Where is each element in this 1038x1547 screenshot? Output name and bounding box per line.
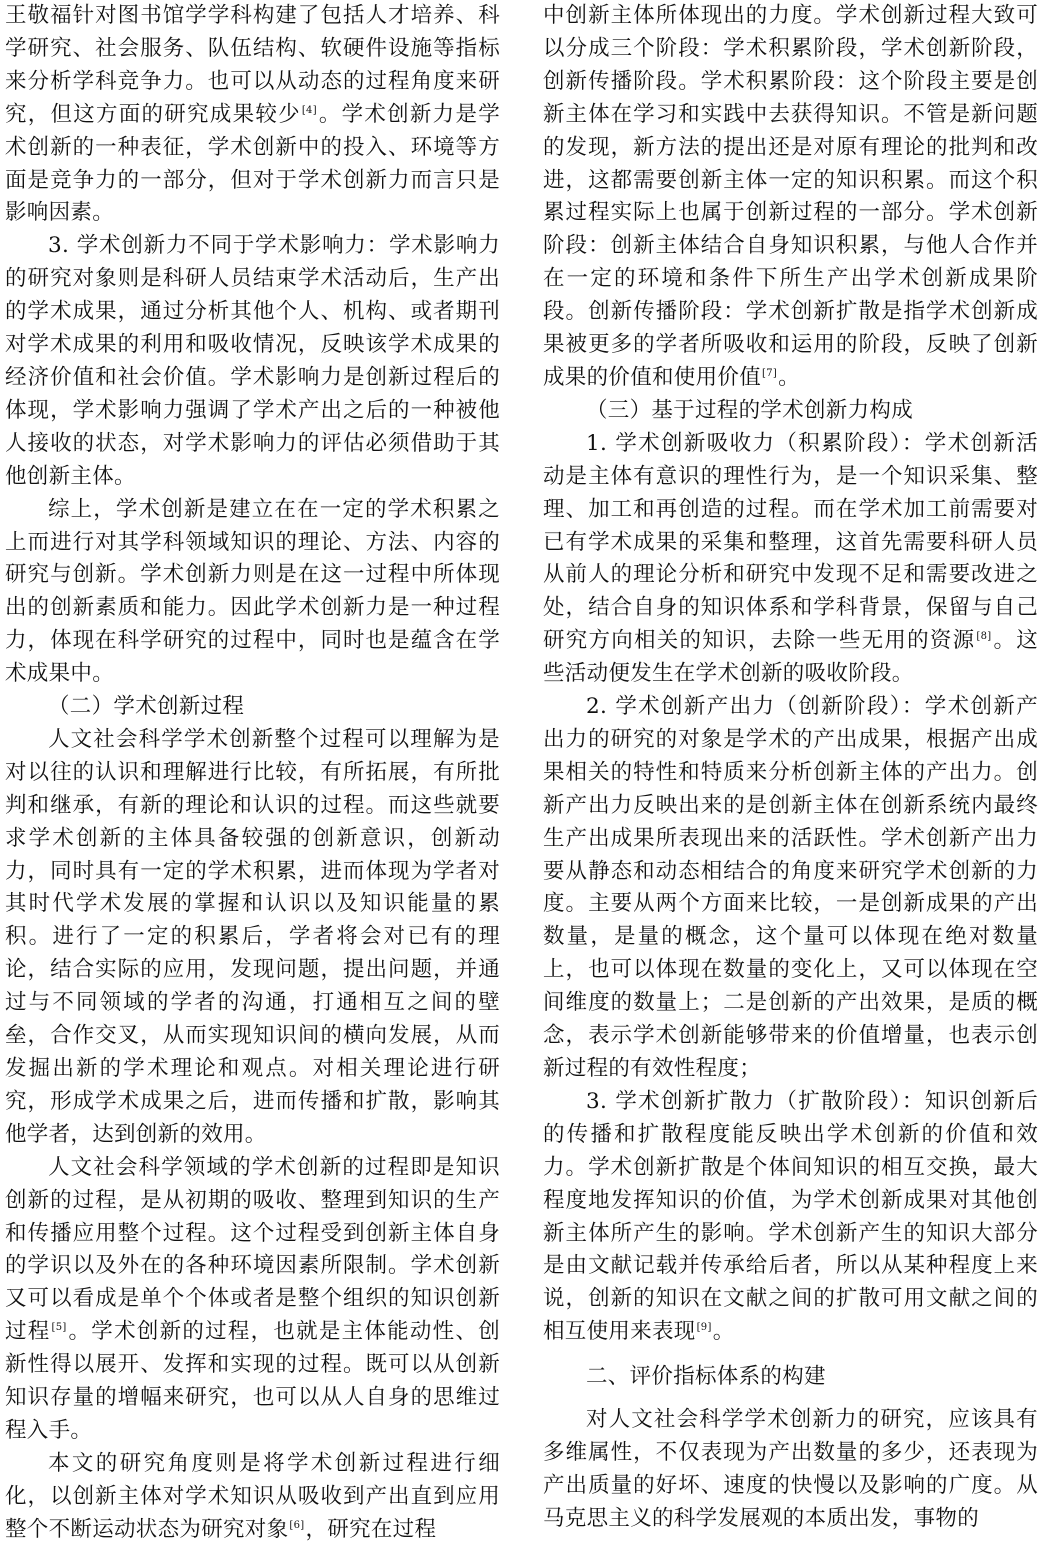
- paragraph-text: 3. 学术创新力不同于学术影响力：学术影响力的研究对象则是科研人员结束学术活动后，生产出的学术成果，通过分析其他个人、机构、或者期刊对学术成果的利用和吸收情况，反映该学术成果的经济价值和社会价值。学术影响力是创新过程后的体现，学术影响力强调了学术产出之后的一种被他人接收的状态，对学术影响力的评估必须借助于其他创新主体。: [5, 233, 500, 489]
- section-heading: [543, 1361, 1038, 1394]
- citation-reference: [9]: [696, 1322, 712, 1334]
- paragraph-text: 二、评价指标体系的构建: [586, 1364, 826, 1390]
- body-paragraph: [543, 691, 1038, 1086]
- citation-reference: [8]: [976, 631, 992, 643]
- paragraph-text: （二）学术创新过程: [48, 694, 245, 720]
- paragraph-text: （三）基于过程的学术创新力构成: [586, 397, 914, 423]
- body-paragraph: [5, 1448, 500, 1547]
- paragraph-text: 综上，学术创新是建立在在一定的学术积累之上而进行对其学科领域知识的理论、方法、内容的研究与创新。学术创新力则是在这一过程中所体现出的创新素质和能力。因此学术创新力是一种过程力，体现在科学研究的过程中，同时也是蕴含在学术成果中。: [5, 496, 500, 687]
- body-paragraph: [5, 494, 500, 691]
- subsection-heading: [5, 691, 500, 724]
- right-column: [543, 0, 1038, 1536]
- body-paragraph: [543, 0, 1038, 395]
- paragraph-text: 人文社会科学领域的学术创新的过程即是知识创新的过程，是从初期的吸收、整理到知识的生产和传播应用整个过程。这个过程受到创新主体自身的学识以及外在的各种环境因素所限制。学术创新又可以看成是单个个体或者是整个组织的知识创新过程: [5, 1154, 500, 1345]
- paragraph-text: 2. 学术创新产出力（创新阶段）：学术创新产出力的研究的对象是学术的产出成果，根据产出成果相关的特性和特质来分析创新主体的产出力。创新产出力反映出来的是创新主体在创新系统内最终生产出成果所表现出来的活跃性。学术创新产出力要从静态和动态相结合的角度来研究学术创新的力度。主要从两个方面来比较，一是创新成果的产出数量，是量的概念，这个量可以体现在绝对数量上，也可以体现在数量的变化上，又可以体现在空间维度的数量上；二是创新的产出效果，是质的概念，表示学术创新能够带来的价值增量，也表示创新过程的有效性程度；: [543, 694, 1038, 1081]
- subsection-heading: [543, 395, 1038, 428]
- paragraph-text: 。: [712, 1319, 735, 1345]
- paragraph-text: 。: [778, 364, 800, 390]
- paragraph-text: 。这些活动便发生在学术创新的吸收阶段。: [543, 628, 1038, 687]
- body-paragraph: [543, 428, 1038, 691]
- body-paragraph: [5, 230, 500, 493]
- citation-reference: [5]: [51, 1322, 67, 1334]
- paragraph-text: 中创新主体所体现出的力度。学术创新过程大致可以分成三个阶段：学术积累阶段，学术创新阶段，创新传播阶段。学术积累阶段：这个阶段主要是创新主体在学习和实践中去获得知识。不管是新问题的发现，新方法的提出还是对原有理论的批判和改进，这都需要创新主体一定的知识积累。而这个积累过程实际上也属于创新过程的一部分。学术创新阶段：创新主体结合自身知识积累，与他人合作并在一定的环境和条件下所生产出学术创新成果阶段。创新传播阶段：学术创新扩散是指学术创新成果被更多的学者所吸收和运用的阶段，反映了创新成果的价值和使用价值: [543, 3, 1038, 390]
- citation-reference: [6]: [289, 1519, 305, 1531]
- paragraph-text: 王敬福针对图书馆学学科构建了包括人才培养、科学研究、社会服务、队伍结构、软硬件设施等指标来分析学科竞争力。也可以从动态的过程角度来研究，但这方面的研究成果较少: [5, 3, 500, 127]
- body-paragraph: [543, 1086, 1038, 1349]
- body-paragraph: [5, 1152, 500, 1448]
- left-column: [5, 0, 500, 1547]
- paragraph-text: 。学术创新力是学术创新的一种表征，学术创新中的投入、环境等方面是竞争力的一部分，但对于学术创新力而言只是影响因素。: [5, 101, 500, 226]
- paragraph-text: 对人文社会科学学术创新力的研究，应该具有多维属性，不仅表现为产出数量的多少，还表现为产出质量的好坏、速度的快慢以及影响的广度。从马克思主义的科学发展观的本质出发，事物的: [543, 1407, 1038, 1531]
- paragraph-text: ，研究在过程: [305, 1516, 437, 1542]
- paragraph-text: 1. 学术创新吸收力（积累阶段）：学术创新活动是主体有意识的理性行为，是一个知识采集、整理、加工和再创造的过程。而在学术加工前需要对已有学术成果的采集和整理，这首先需要科研人员从前人的理论分析和研究中发现不足和需要改进之处，结合自身的知识体系和学科背景，保留与自己研究方向相关的知识，去除一些无用的资源: [543, 430, 1038, 654]
- citation-reference: [7]: [762, 367, 778, 379]
- paragraph-text: 。学术创新的过程，也就是主体能动性、创新性得以展开、发挥和实现的过程。既可以从创新知识存量的增幅来研究，也可以从人自身的思维过程入手。: [5, 1319, 500, 1443]
- citation-reference: [4]: [301, 104, 317, 116]
- body-paragraph: [5, 0, 500, 230]
- body-paragraph: [543, 1404, 1038, 1536]
- body-paragraph: [5, 724, 500, 1152]
- paragraph-text: 本文的研究角度则是将学术创新过程进行细化，以创新主体对学术知识从吸收到产出直到应用整个不断运动状态为研究对象: [5, 1450, 500, 1542]
- paragraph-text: 3. 学术创新扩散力（扩散阶段）：知识创新后的传播和扩散程度能反映出学术创新的价值和效力。学术创新扩散是个体间知识的相互交换，最大程度地发挥知识的价值，为学术创新成果对其他创新主体所产生的影响。学术创新产生的知识大部分是由文献记载并传承给后者，所以从某种程度上来说，创新的知识在文献之间的扩散可用文献之间的相互使用来表现: [543, 1088, 1038, 1345]
- paragraph-text: 人文社会科学学术创新整个过程可以理解为是对以往的认识和理解进行比较，有所拓展，有所批判和继承，有新的理论和认识的过程。而这些就要求学术创新的主体具备较强的创新意识，创新动力，同时具有一定的学术积累，进而体现为学者对其时代学术发展的掌握和认识以及知识能量的累积。进行了一定的积累后，学者将会对已有的理论，结合实际的应用，发现问题，提出问题，并通过与不同领域的学者的沟通，打通相互之间的壁垒，合作交叉，从而实现知识间的横向发展，从而发掘出新的学术理论和观点。对相关理论进行研究，形成学术成果之后，进而传播和扩散，影响其他学者，达到创新的效用。: [5, 726, 500, 1147]
